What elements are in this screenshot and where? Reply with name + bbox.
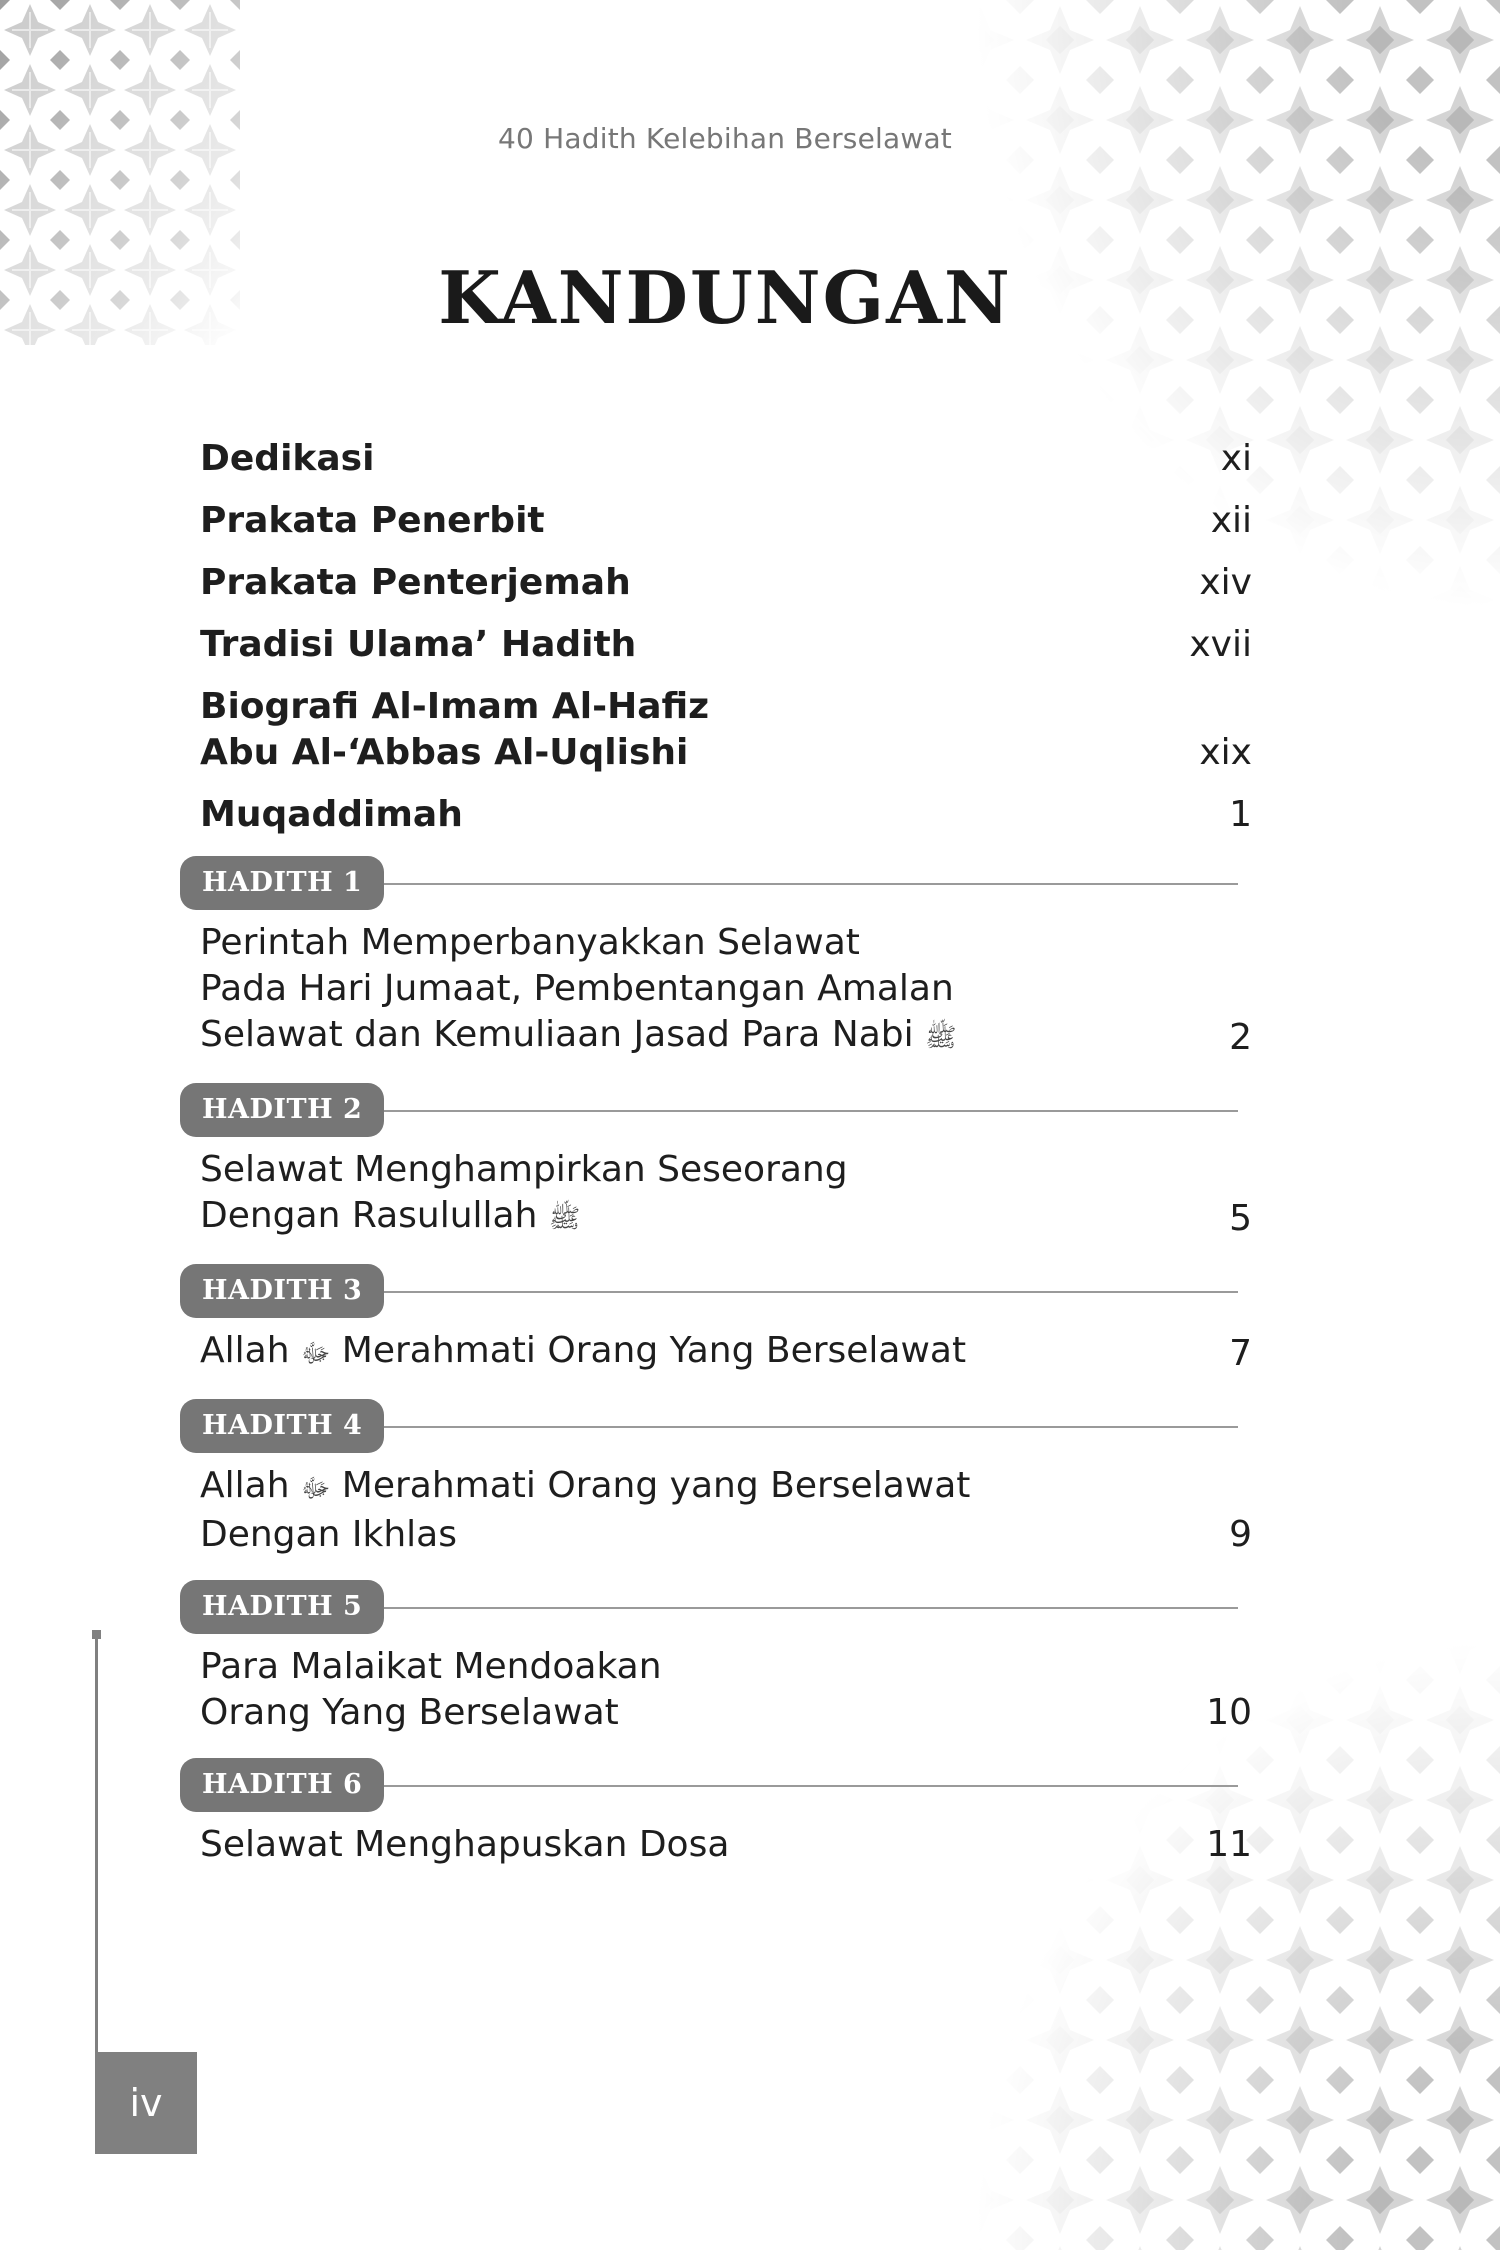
toc-entry-label (200, 920, 957, 1061)
toc-entry-hadith-1[interactable] (200, 920, 1252, 1061)
toc-entry-page: xix (1199, 732, 1252, 773)
toc-entry-label (200, 1147, 848, 1242)
divider-rule (360, 1785, 1238, 1787)
toc-entry-hadith-6[interactable] (200, 1822, 1252, 1868)
toc-entry-page: 9 (1229, 1514, 1252, 1555)
hadith-badge: HADITH 6 (180, 1758, 384, 1812)
toc-entry-muqaddimah[interactable] (200, 792, 1252, 838)
honorific-glyph: ﷺ (925, 1023, 957, 1053)
divider-rule (360, 883, 1238, 885)
honorific-glyph: ﷺ (548, 1204, 581, 1234)
toc-entry-prakata-penerbit[interactable] (200, 498, 1252, 544)
hadith-heading (180, 1399, 1252, 1453)
toc-entry-hadith-2[interactable] (200, 1147, 1252, 1242)
hadith-badge: HADITH 3 (180, 1264, 384, 1318)
toc-entry-label-line: Dengan Ikhlas (200, 1514, 457, 1555)
toc-entry-label-line: Merahmati Orang yang Berselawat (341, 1465, 971, 1506)
toc-entry-tradisi-ulama[interactable] (200, 622, 1252, 668)
toc-entry-label (200, 1328, 966, 1377)
honorific-glyph: ﷻ (300, 1474, 331, 1504)
divider-rule (360, 1110, 1238, 1112)
toc-entry-label: Prakata Penterjemah (200, 562, 631, 603)
toc-entry-label-line: Selawat Menghampirkan Seseorang (200, 1149, 848, 1190)
toc-entry-label-line: Allah (200, 1330, 290, 1371)
running-head: 40 Hadith Kelebihan Berselawat (498, 122, 952, 155)
toc-entry-page: xvii (1189, 624, 1252, 665)
hadith-heading (180, 856, 1252, 910)
toc-entry-page: xiv (1199, 562, 1252, 603)
divider-rule (360, 1291, 1238, 1293)
toc-entry-page: 11 (1206, 1824, 1252, 1865)
toc-entry-page: 7 (1229, 1333, 1252, 1374)
hadith-heading (180, 1264, 1252, 1318)
toc-entry-label (200, 684, 709, 776)
toc-entry-page: 10 (1206, 1692, 1252, 1733)
toc-entry-label-line: Abu Al-‘Abbas Al-Uqlishi (200, 732, 689, 773)
toc-entry-label-line: Orang Yang Berselawat (200, 1692, 619, 1733)
toc-entry-label: Muqaddimah (200, 794, 463, 835)
toc-entry-dedikasi[interactable] (200, 436, 1252, 482)
divider-rule (360, 1426, 1238, 1428)
toc-entry-page: xi (1220, 438, 1252, 479)
toc-entry-biografi[interactable] (200, 684, 1252, 776)
toc-entry-label: Prakata Penerbit (200, 500, 545, 541)
toc-entry-label-line: Pada Hari Jumaat, Pembentangan Amalan (200, 968, 954, 1009)
margin-rule (95, 1633, 98, 2053)
toc-entry-label (200, 1463, 970, 1558)
hadith-badge: HADITH 4 (180, 1399, 384, 1453)
page-title: KANDUNGAN (438, 255, 1012, 340)
hadith-heading (180, 1083, 1252, 1137)
hadith-heading (180, 1580, 1252, 1634)
toc-entry-label: Tradisi Ulama’ Hadith (200, 624, 637, 665)
toc-entry-hadith-5[interactable] (200, 1644, 1252, 1736)
toc-entry-page: xii (1210, 500, 1252, 541)
toc-entry-page: 5 (1229, 1198, 1252, 1239)
toc-entry-hadith-4[interactable] (200, 1463, 1252, 1558)
hadith-badge: HADITH 2 (180, 1083, 384, 1137)
toc-entry-label-line: Selawat Menghapuskan Dosa (200, 1824, 730, 1865)
toc-entry-label-line: Allah (200, 1465, 290, 1506)
honorific-glyph: ﷻ (300, 1339, 331, 1369)
toc-entry-label (200, 1644, 662, 1736)
table-of-contents (200, 436, 1252, 1890)
toc-entry-label-line: Biografi Al-Imam Al-Hafiz (200, 686, 710, 727)
toc-entry-label: Dedikasi (200, 438, 375, 479)
toc-entry-label-line: Selawat dan Kemuliaan Jasad Para Nabi (200, 1014, 914, 1055)
page-number: iv (95, 2052, 197, 2154)
hadith-badge: HADITH 1 (180, 856, 384, 910)
toc-entry-label-line: Merahmati Orang Yang Berselawat (341, 1330, 967, 1371)
toc-entry-label (200, 1822, 729, 1868)
toc-entry-prakata-penterjemah[interactable] (200, 560, 1252, 606)
hadith-heading (180, 1758, 1252, 1812)
hadith-badge: HADITH 5 (180, 1580, 384, 1634)
toc-entry-label-line: Perintah Memperbanyakkan Selawat (200, 922, 860, 963)
toc-entry-page: 1 (1229, 794, 1252, 835)
toc-entry-page: 2 (1229, 1017, 1252, 1058)
toc-entry-hadith-3[interactable] (200, 1328, 1252, 1377)
toc-entry-label-line: Para Malaikat Mendoakan (200, 1646, 662, 1687)
toc-entry-label-line: Dengan Rasulullah (200, 1195, 538, 1236)
divider-rule (360, 1607, 1238, 1609)
